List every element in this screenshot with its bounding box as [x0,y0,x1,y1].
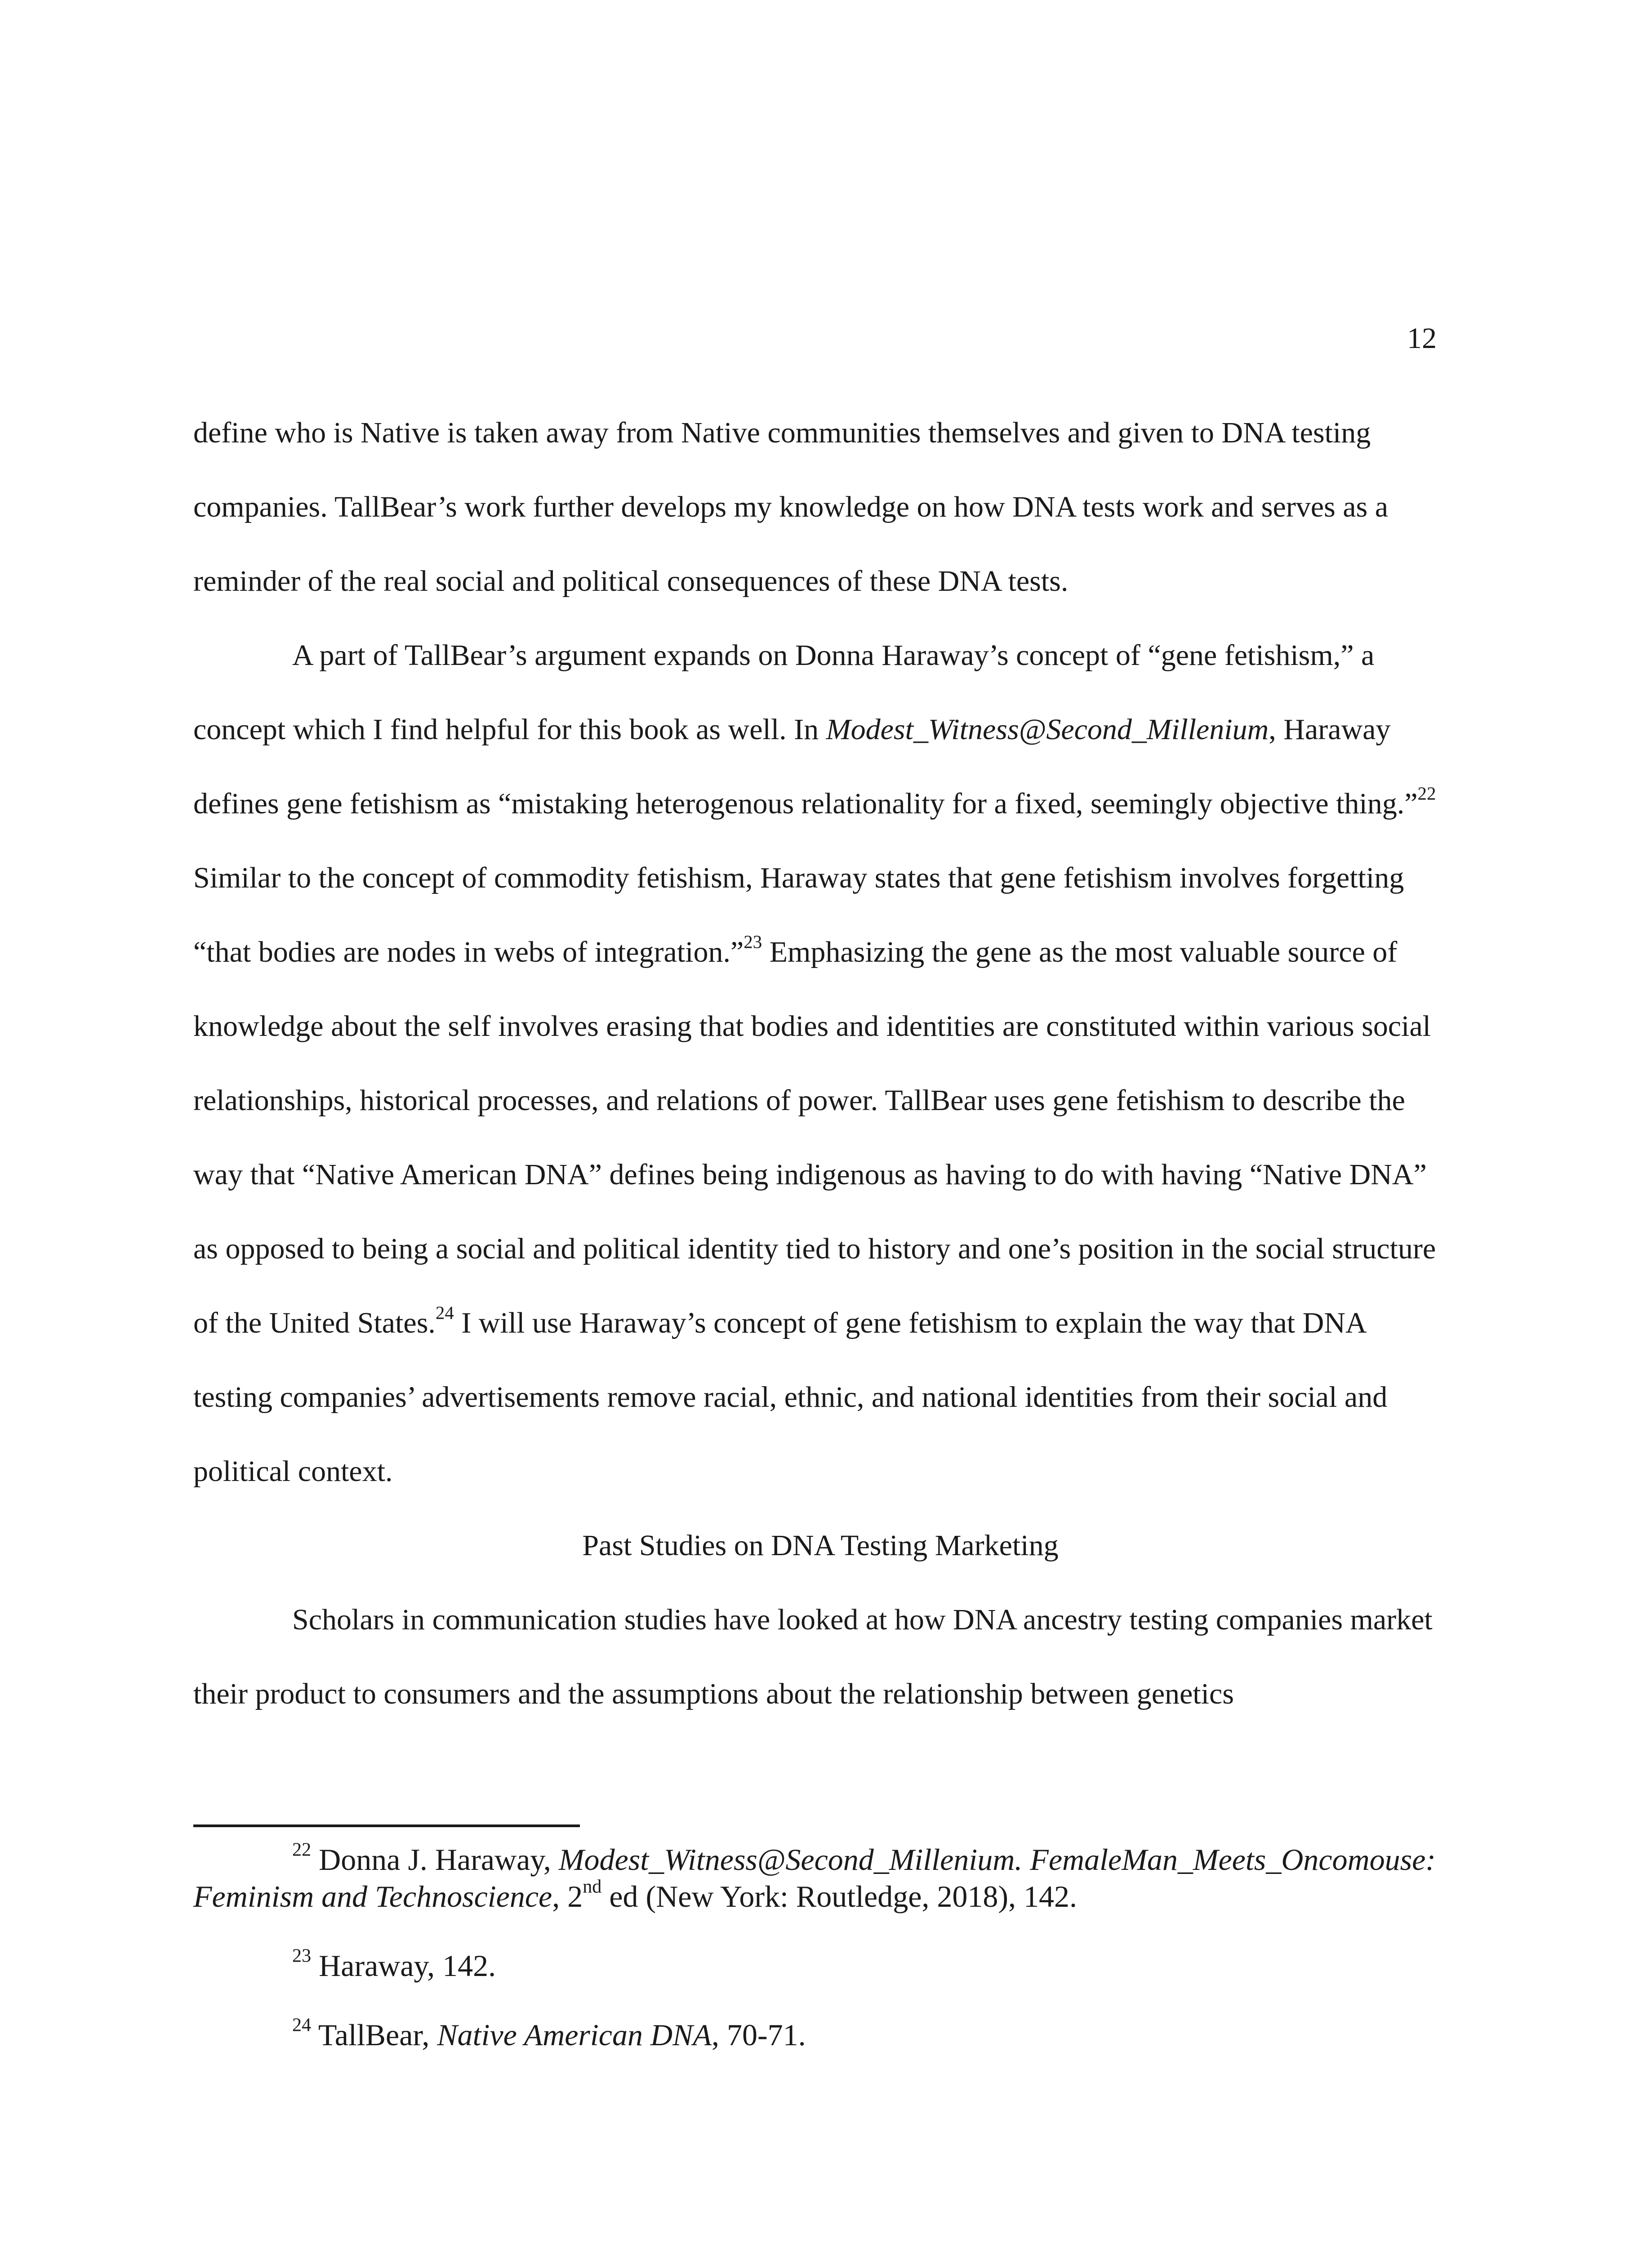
paragraph-2-part-e: Emphasizing the gene as the most valuable source of knowledge about the self involves erasing that bodies and identities are constituted within various social relationships, historical processes, and relations of power. TallBear uses gene fetishism to describe the way that “Native American DNA” defines being indigenous as having to do with having “Native DNA” as opposed to being a social and political identity tied to history and one’s position in the social structure of the United States. [193,936,1436,1339]
body-text [193,396,1447,1731]
book-title-modest-witness: Modest_Witness@Second_Millenium [826,713,1269,746]
footnote-ref-24[interactable]: 24 [435,1302,454,1323]
footnote-number: 22 [292,1839,312,1860]
footnote-text: Donna J. Haraway, [311,1842,559,1877]
paragraph-2-part-a: A part of TallBear’s argument expands on Donna Haraway’s concept of “gene fetishism,” a concept which I find helpful for this book as well. In [193,639,1375,746]
footnote-text: TallBear, [311,2018,437,2052]
section-heading: Past Studies on DNA Testing Marketing [582,1529,1059,1562]
paragraph-2-part-c: , Haraway defines gene fetishism as “mistaking heterogenous relationality for a fixed, seemingly objective thing.” [193,713,1418,820]
paragraph-2-part-d: Similar to the concept of commodity fetishism, Haraway states that gene fetishism involves forgetting “that bodies are nodes in webs of integration.” [193,861,1404,968]
footnote-book-title: Native American DNA [437,2018,712,2052]
page-number: 12 [1407,322,1437,355]
footnote-text: , 70-71. [711,2018,806,2052]
footnote-text: ed (New York: Routledge, 2018), 142. [601,1879,1078,1913]
footnote-ref-23[interactable]: 23 [744,932,762,952]
footnote-separator [193,1824,580,1827]
paragraph-3: Scholars in communication studies have looked at how DNA ancestry testing companies market their product to consumers and the assumptions about the relationship between genetics [193,1603,1433,1710]
footnote-number: 23 [292,1945,312,1967]
paragraph-1: define who is Native is taken away from Native communities themselves and given to DNA testing companies. TallBear’s work further develops my knowledge on how DNA tests work and serves as a reminder of the real social and political consequences of these DNA tests. [193,416,1389,598]
footnote-ref-22[interactable]: 22 [1417,783,1436,804]
edition-ordinal: nd [583,1876,602,1897]
paragraph-2-part-f: I will use Haraway’s concept of gene fetishism to explain the way that DNA testing companies’ advertisements remove racial, ethnic, and national identities from their social and political context. [193,1307,1388,1488]
footnote-23 [193,1947,1447,1984]
footnote-number: 24 [292,2014,312,2036]
footnote-22 [193,1841,1447,1915]
footnote-24 [193,2016,1447,2053]
footnote-book-title: Modest_Witness@Second_Millenium. FemaleMan_Meets_Oncomouse: Feminism and Technoscience [193,1842,1436,1913]
footnotes [193,1841,1447,2053]
footnote-text: , 2 [552,1879,583,1913]
footnote-text: Haraway, 142. [311,1949,496,1983]
paragraph-2 [193,618,1447,1508]
